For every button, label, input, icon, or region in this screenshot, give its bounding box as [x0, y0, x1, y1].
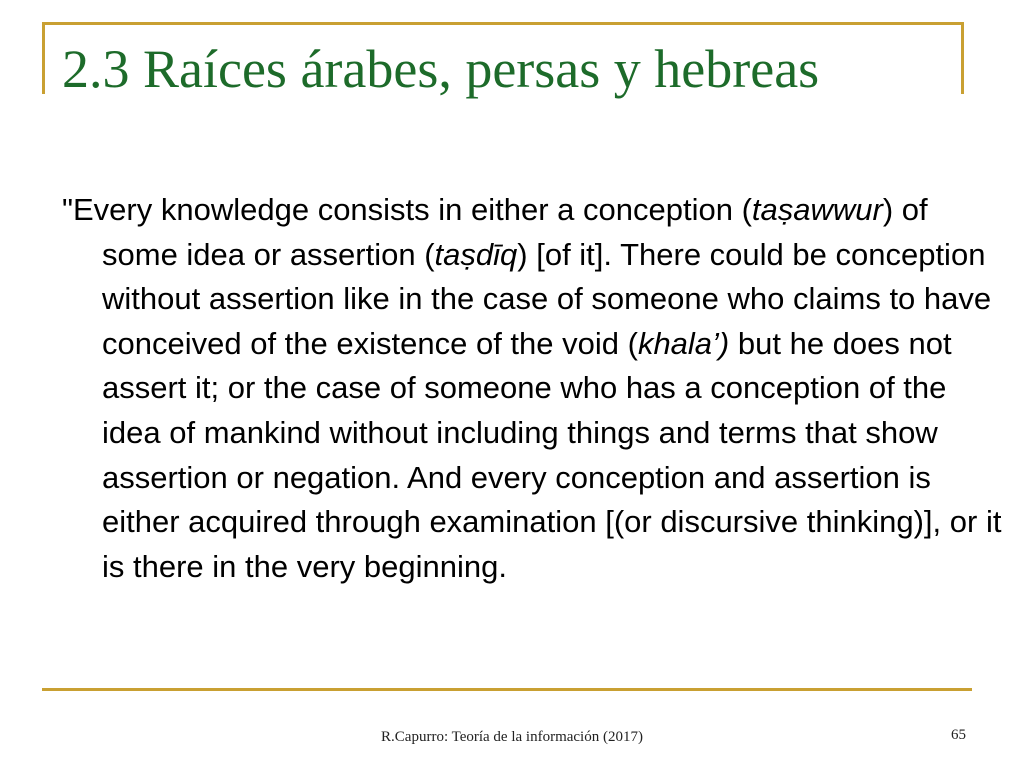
slide-title: 2.3 Raíces árabes, persas y hebreas [62, 39, 820, 99]
top-accent-rule [42, 22, 964, 25]
quote-text-part-3: ) [of it]. There could be conception without assertion like in the case of someone who claims to have conceived of the existence of the void ( [102, 236, 992, 361]
left-accent-rule [42, 22, 45, 94]
page-number: 65 [951, 727, 966, 743]
term-tasdiq: taṣdīq [434, 236, 518, 272]
bottom-accent-rule [42, 688, 972, 691]
term-tasawwur: taṣawwur [751, 192, 883, 227]
slide-footer: R.Capurro: Teoría de la información (2017) [381, 729, 643, 745]
right-accent-rule [961, 22, 964, 94]
quote-text-part-2: ) of some idea or assertion ( [102, 192, 928, 272]
quote-text-part-4: but he does not assert it; or the case of someone who has a conception of the idea of mankind without including things and terms that show assertion or negation. And every conception and assertion is either acquired through examination [(or discursive thinking)], or it is there in the very beginning. [102, 325, 1002, 584]
term-khala: khala’) [637, 325, 730, 361]
quote-text-part-1: "Every knowledge consists in either a conception ( [62, 192, 752, 227]
quote-paragraph [62, 188, 1002, 589]
